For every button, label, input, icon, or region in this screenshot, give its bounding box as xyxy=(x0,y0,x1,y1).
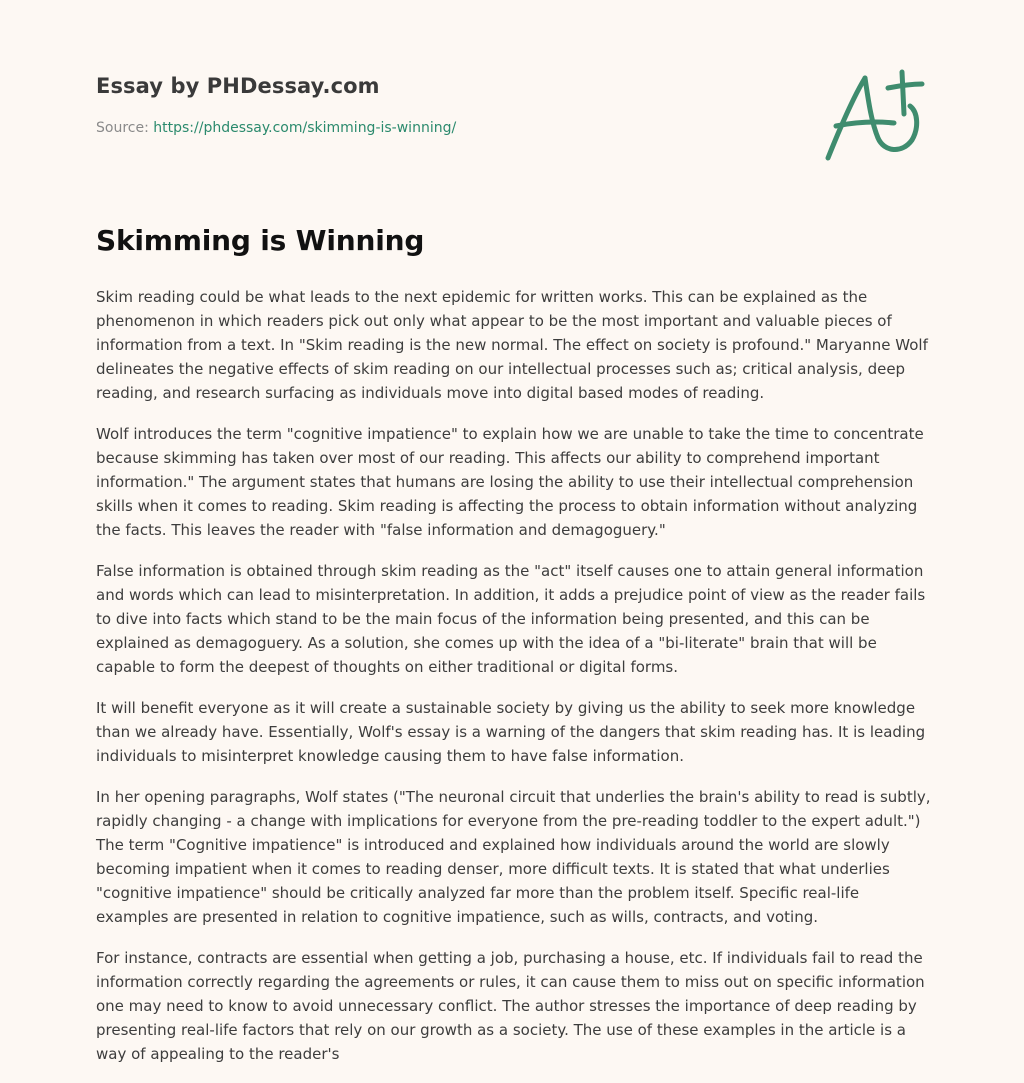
essay-paragraph: Wolf introduces the term "cognitive impatience" to explain how we are unable to take the time to concentrate because skimming has taken over most of our reading. This affects our ability to comprehend important information." The argument states that humans are losing the ability to use their intellectual comprehension skills when it comes to reading. Skim reading is affecting the process to obtain information without analyzing the facts. This leaves the reader with "false information and demagoguery." xyxy=(96,425,924,539)
essay-paragraph: In her opening paragraphs, Wolf states ("The neuronal circuit that underlies the brain's ability to read is subtly, rapidly changing - a change with implications for everyone from the pre-reading toddler to the expert adult.") The term "Cognitive impatience" is introduced and explained how individuals around the world are slowly becoming impatient when it comes to reading denser, more difficult texts. It is stated that what underlies "cognitive impatience" should be critically analyzed far more than the problem itself. Specific real-life examples are presented in relation to cognitive impatience, such as wills, contracts, and voting. xyxy=(96,788,931,926)
essay-title: Skimming is Winning xyxy=(96,224,425,257)
source-line xyxy=(96,120,696,136)
essay-paragraph: It will benefit everyone as it will create a sustainable society by giving us the ability to seek more knowledge than we already have. Essentially, Wolf's essay is a warning of the dangers that skim reading has. It is leading individuals to misinterpret knowledge causing them to have false information. xyxy=(96,699,926,765)
essay-header xyxy=(96,74,696,136)
a-plus-grade-icon xyxy=(818,66,930,166)
essay-paragraph: False information is obtained through skim reading as the "act" itself causes one to attain general information and words which can lead to misinterpretation. In addition, it adds a prejudice point of view as the reader fails to dive into facts which stand to be the main focus of the information being presented, and this can be explained as demagoguery. As a solution, she comes up with the idea of a "bi-literate" brain that will be capable to form the deepest of thoughts on either traditional or digital forms. xyxy=(96,562,926,676)
essay-paragraph: For instance, contracts are essential when getting a job, purchasing a house, etc. If individuals fail to read the information correctly regarding the agreements or rules, it can cause them to miss out on specific information one may need to know to avoid unnecessary conflict. The author stresses the importance of deep reading by presenting real-life factors that rely on our growth as a society. The use of these examples in the article is a way of appealing to the reader's xyxy=(96,949,925,1063)
essay-body xyxy=(96,285,936,1083)
site-brand: Essay by PHDessay.com xyxy=(96,74,380,98)
essay-paragraph: Skim reading could be what leads to the next epidemic for written works. This can be explained as the phenomenon in which readers pick out only what appear to be the most important and valuable pieces of information from a text. In "Skim reading is the new normal. The effect on society is profound." Maryanne Wolf delineates the negative effects of skim reading on our intellectual processes such as; critical analysis, deep reading, and research surfacing as individuals move into digital based modes of reading. xyxy=(96,288,928,402)
source-link[interactable]: https://phdessay.com/skimming-is-winning/ xyxy=(153,120,457,136)
source-label: Source: xyxy=(96,120,149,136)
